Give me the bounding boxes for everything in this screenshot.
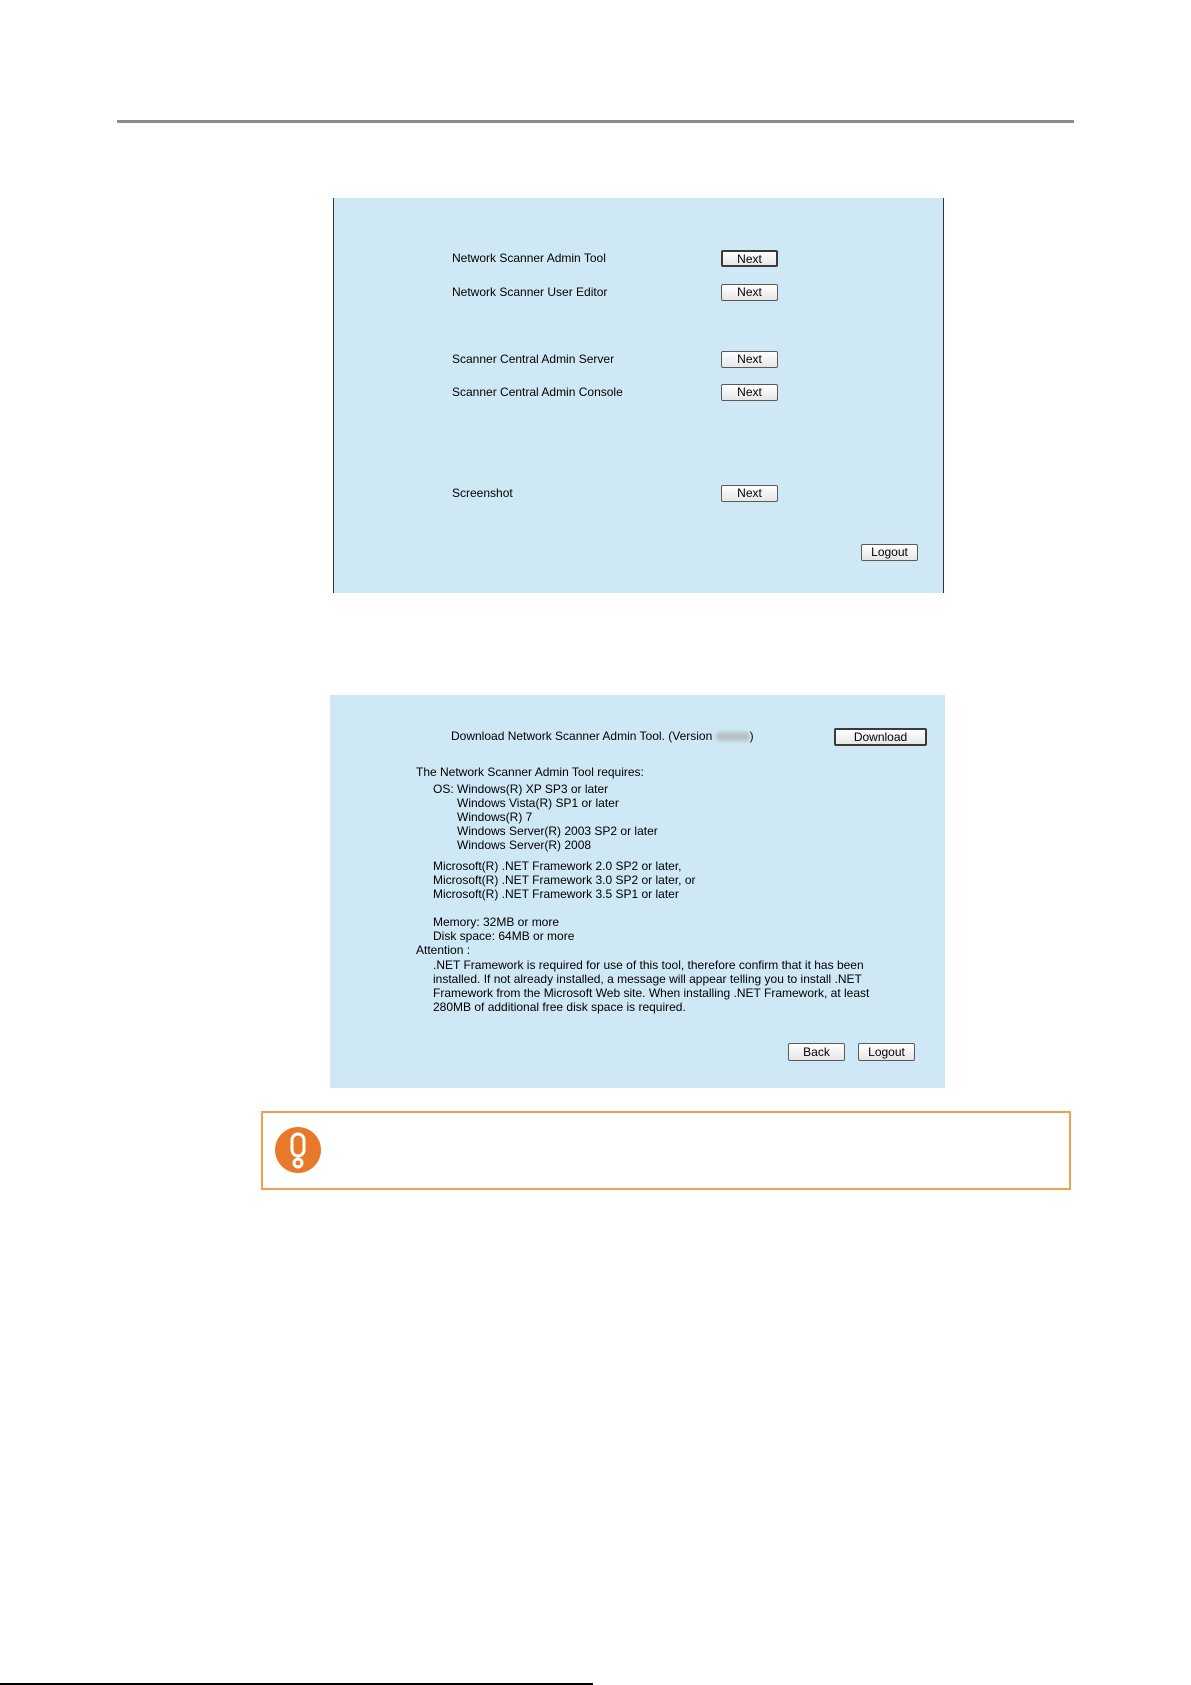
top-rule — [117, 120, 1074, 123]
os-entry: Windows(R) XP SP3 or later — [457, 782, 609, 796]
item-label-user-editor: Network Scanner User Editor — [452, 285, 608, 299]
next-button-central-admin-console[interactable]: Next — [721, 384, 778, 401]
item-label-screenshot: Screenshot — [452, 486, 513, 500]
attention-line: installed. If not already installed, a message will appear telling you to install .NET — [433, 972, 862, 986]
os-item: Windows(R) 7 — [457, 810, 533, 824]
os-label: OS: — [433, 782, 458, 796]
framework-item: Microsoft(R) .NET Framework 3.0 SP2 or later, or — [433, 873, 696, 887]
attention-text — [416, 958, 869, 1014]
exclamation-icon — [274, 1126, 322, 1174]
attention-line: Framework from the Microsoft Web site. When installing .NET Framework, at least — [433, 986, 870, 1000]
download-description — [451, 729, 754, 743]
os-item: Windows Server(R) 2003 SP2 or later — [457, 824, 658, 838]
redacted-version — [716, 732, 750, 741]
requirements — [416, 765, 869, 1014]
next-button-screenshot[interactable]: Next — [721, 485, 778, 502]
framework-list — [416, 859, 869, 901]
os-item — [433, 782, 869, 796]
logout-button[interactable]: Logout — [858, 1043, 915, 1061]
attention-line: 280MB of additional free disk space is required. — [433, 1000, 686, 1014]
warning-box — [261, 1111, 1071, 1190]
framework-item: Microsoft(R) .NET Framework 2.0 SP2 or later, — [433, 859, 682, 873]
requirements-heading: The Network Scanner Admin Tool requires: — [416, 765, 644, 779]
system-resources — [416, 915, 869, 943]
download-panel — [330, 695, 945, 1088]
tool-list-panel — [333, 198, 944, 593]
attention-line: .NET Framework is required for use of this tool, therefore confirm that it has been — [433, 958, 864, 972]
framework-item: Microsoft(R) .NET Framework 3.5 SP1 or later — [433, 887, 679, 901]
memory-requirement: Memory: 32MB or more — [433, 915, 560, 929]
attention-label: Attention : — [416, 943, 471, 957]
os-item: Windows Server(R) 2008 — [457, 838, 592, 852]
logout-button[interactable]: Logout — [861, 544, 918, 561]
next-button-user-editor[interactable]: Next — [721, 284, 778, 301]
back-button[interactable]: Back — [788, 1043, 845, 1061]
os-item: Windows Vista(R) SP1 or later — [457, 796, 619, 810]
download-text-prefix: Download Network Scanner Admin Tool. (Version — [451, 729, 716, 743]
download-text-suffix: ) — [749, 729, 754, 743]
next-button-admin-tool[interactable]: Next — [721, 250, 778, 267]
item-label-central-admin-server: Scanner Central Admin Server — [452, 352, 615, 366]
item-label-central-admin-console: Scanner Central Admin Console — [452, 385, 623, 399]
download-button[interactable]: Download — [834, 728, 927, 746]
disk-requirement: Disk space: 64MB or more — [433, 929, 575, 943]
item-label-admin-tool: Network Scanner Admin Tool — [452, 251, 606, 265]
os-list — [416, 782, 869, 852]
next-button-central-admin-server[interactable]: Next — [721, 351, 778, 368]
